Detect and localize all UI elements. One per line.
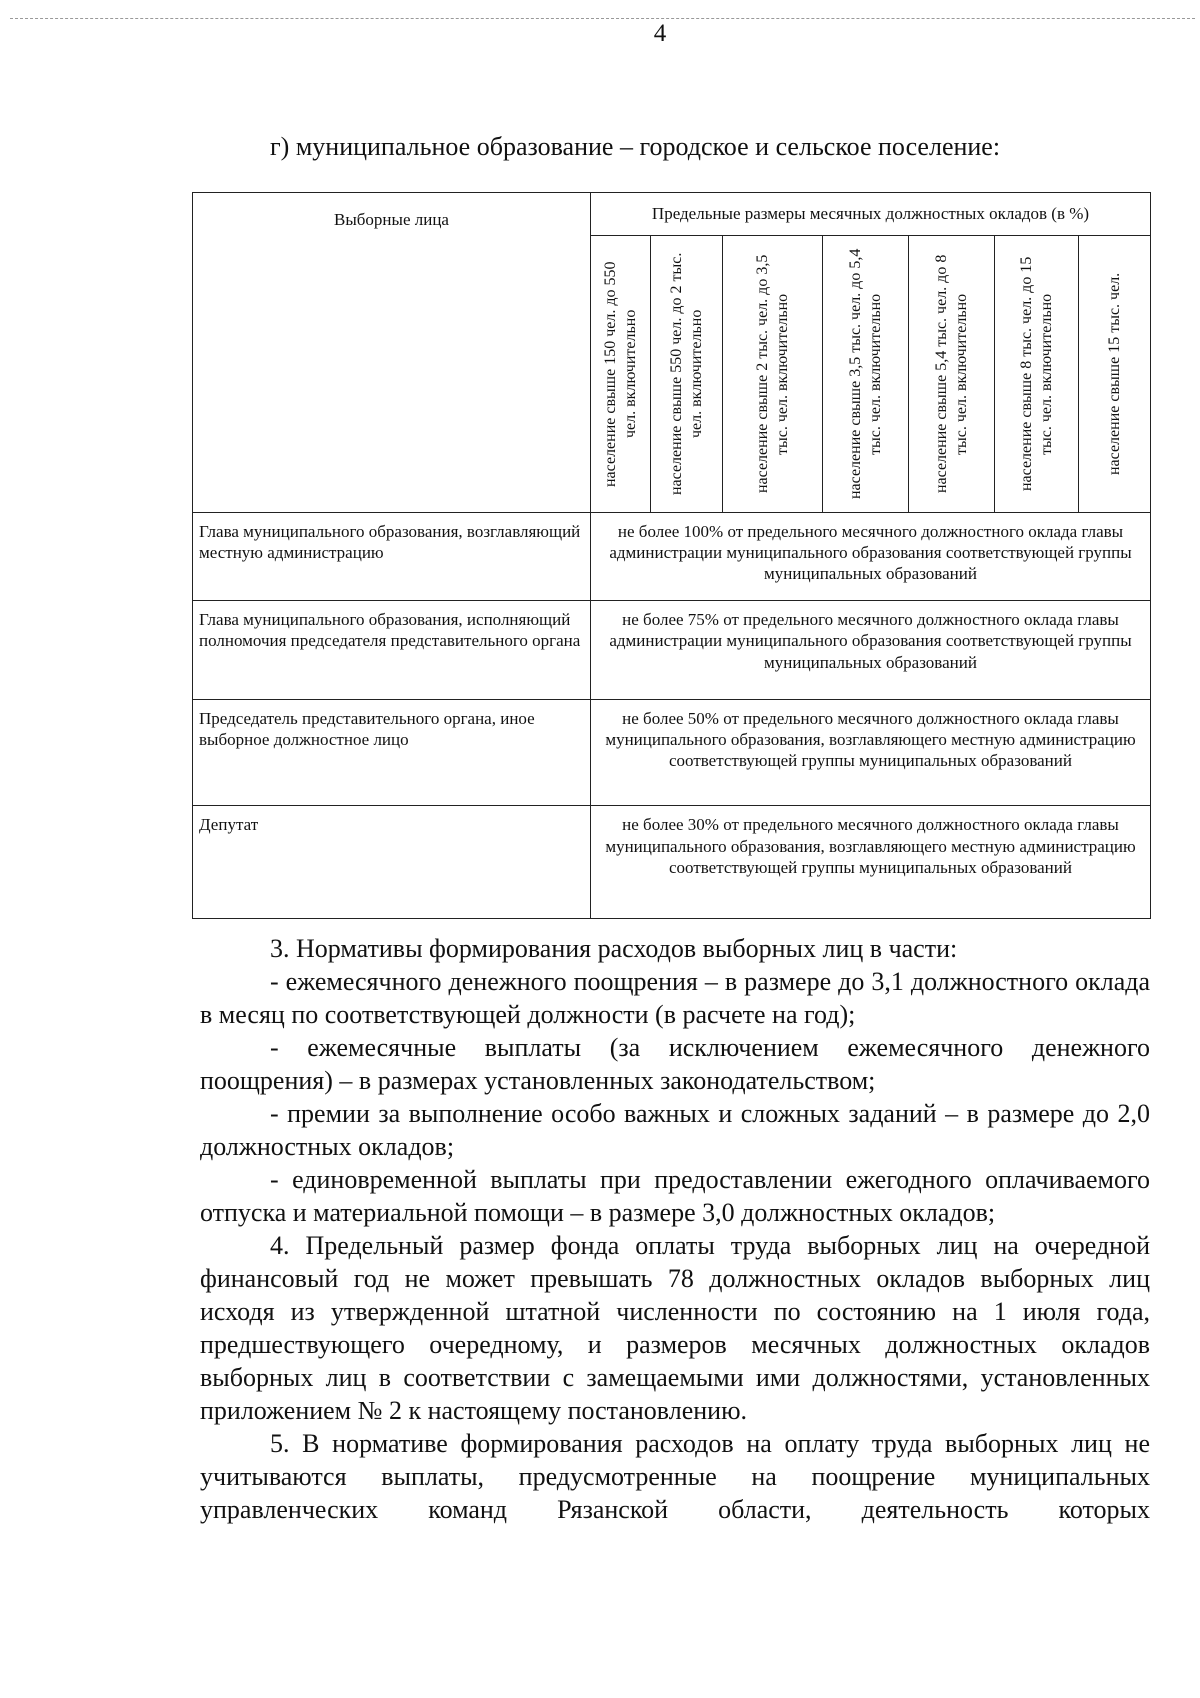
limit-cell: не более 50% от предельного месячного должностного оклада главы муниципального образования, возглавляющего местную администрацию соответствующей группы муниципальных образований — [591, 699, 1151, 806]
paragraph-bullet-premium: - премии за выполнение особо важных и сложных заданий – в размере до 2,0 должностных окладов; — [200, 1099, 1150, 1161]
population-label: население свыше 2 тыс. чел. до 3,5 тыс. чел. включительно — [753, 254, 791, 494]
table-row — [193, 699, 1151, 806]
table-row — [193, 512, 1151, 600]
limit-cell: не более 30% от предельного месячного должностного оклада главы муниципального образования, возглавляющего местную администрацию соответствующей группы муниципальных образований — [591, 806, 1151, 919]
header-elected-officials: Выборные лица — [193, 193, 591, 513]
header-salary-limits: Предельные размеры месячных должностных окладов (в %) — [591, 193, 1151, 236]
paragraph-5: 5. В нормативе формирования расходов на оплату труда выборных лиц не учитываются выплаты, предусмотренные на поощрение муниципальных управленческих команд Рязанской области, деятельность которых — [200, 1429, 1150, 1524]
scan-edge-line — [10, 18, 1195, 19]
position-cell: Глава муниципального образования, исполняющий полномочия председателя представительного органа — [193, 601, 591, 700]
table-row — [193, 806, 1151, 919]
population-column-6 — [995, 236, 1079, 513]
position-cell: Депутат — [193, 806, 591, 919]
population-label: население свыше 8 тыс. чел. до 15 тыс. чел. включительно — [1017, 256, 1055, 492]
population-column-7 — [1079, 236, 1151, 513]
document-body — [200, 932, 1150, 1526]
population-column-2 — [651, 236, 723, 513]
population-label: население свыше 3,5 тыс. чел. до 5,4 тыс. чел. включительно — [846, 248, 884, 500]
position-cell: Председатель представительного органа, иное выборное должностное лицо — [193, 699, 591, 806]
paragraph-bullet-monthly: - ежемесячные выплаты (за исключением ежемесячного денежного поощрения) – в размерах установленных законодательством; — [200, 1033, 1150, 1095]
section-subheading: г) муниципальное образование – городское и сельское поселение: — [270, 132, 1001, 161]
population-column-1 — [591, 236, 651, 513]
population-column-4 — [823, 236, 909, 513]
paragraph-4: 4. Предельный размер фонда оплаты труда выборных лиц на очередной финансовый год не может превышать 78 должностных окладов выборных лиц исходя из утвержденной штатной численности по состоянию на 1 июля года, предшествующего очередному, и размеров месячных должностных окладов выборных лиц в соответствии с замещаемыми ими должностями, установленных приложением № 2 к настоящему постановлению. — [200, 1231, 1150, 1425]
population-label: население свыше 150 чел. до 550 чел. включительно — [601, 261, 639, 487]
population-label: население свыше 15 тыс. чел. — [1105, 272, 1123, 476]
position-cell: Глава муниципального образования, возглавляющий местную администрацию — [193, 512, 591, 600]
population-column-5 — [909, 236, 995, 513]
paragraph-bullet-vacation: - единовременной выплаты при предоставлении ежегодного оплачиваемого отпуска и материальной помощи – в размере 3,0 должностных окладов; — [200, 1165, 1150, 1227]
table-row — [193, 601, 1151, 700]
salary-limits-table — [192, 192, 1151, 919]
population-label: население свыше 550 чел. до 2 тыс. чел. включительно — [667, 252, 705, 496]
population-label: население свыше 5,4 тыс. чел. до 8 тыс. чел. включительно — [932, 254, 970, 494]
population-column-3 — [723, 236, 823, 513]
paragraph-bullet-bonus: - ежемесячного денежного поощрения – в размере до 3,1 должностного оклада в месяц по соответствующей должности (в расчете на год); — [200, 967, 1150, 1029]
table-header-row — [193, 193, 1151, 236]
page-number: 4 — [653, 20, 667, 47]
paragraph-3: 3. Нормативы формирования расходов выборных лиц в части: — [270, 934, 958, 963]
limit-cell: не более 75% от предельного месячного должностного оклада главы администрации муниципального образования соответствующей группы муниципальных образований — [591, 601, 1151, 700]
limit-cell: не более 100% от предельного месячного должностного оклада главы администрации муниципального образования соответствующей группы муниципальных образований — [591, 512, 1151, 600]
